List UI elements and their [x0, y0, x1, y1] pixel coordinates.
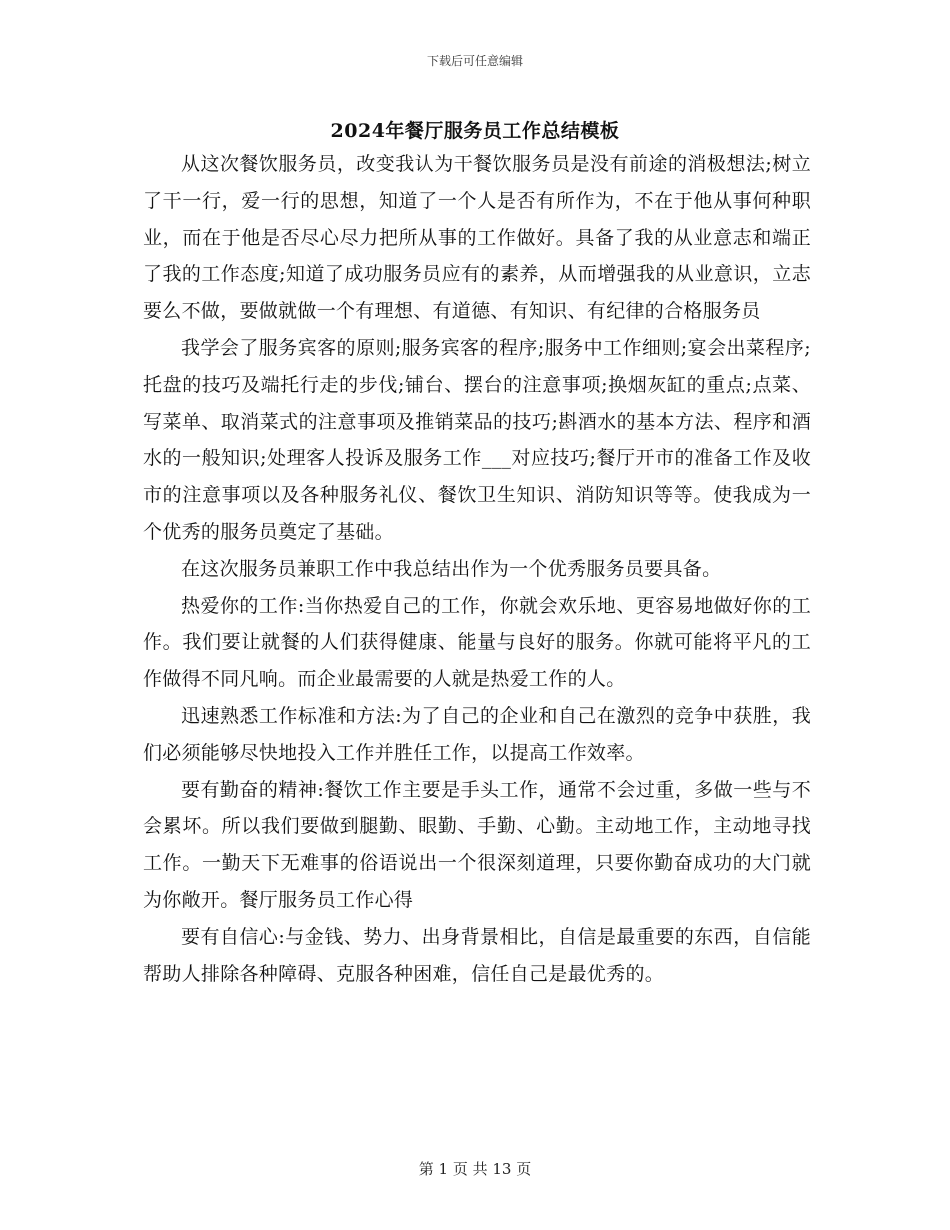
page-number: 第 1 页 共 13 页 — [418, 1160, 532, 1178]
document-title: 2024年餐厅服务员工作总结模板 — [330, 120, 620, 142]
paragraph-2: 我学会了服务宾客的原则;服务宾客的程序;服务中工作细则;宴会出菜程序;托盘的技巧及端托行走的步伐;铺台、摆台的注意事项;换烟灰缸的重点;点菜、写菜单、取消菜式的注意事项及推销菜品的技巧;斟酒水的基本方法、程序和酒水的一般知识;处理客人投诉及服务工作___对应技巧;餐厅开市的准备工作及收市的注意事项以及各种服务礼仪、餐饮卫生知识、消防知识等等。使我成为一个优秀的服务员奠定了基础。 — [143, 336, 811, 543]
document-body — [143, 146, 811, 992]
paragraph-7: 要有自信心:与金钱、势力、出身背景相比，自信是最重要的东西，自信能帮助人排除各种障碍、克服各种困难，信任自己是最优秀的。 — [143, 925, 811, 985]
paragraph-5: 迅速熟悉工作标准和方法:为了自己的企业和自己在激烈的竞争中获胜，我们必须能够尽快地投入工作并胜任工作，以提高工作效率。 — [143, 704, 811, 764]
paragraph-1: 从这次餐饮服务员，改变我认为干餐饮服务员是没有前途的消极想法;树立了干一行，爱一行的思想，知道了一个人是否有所作为，不在于他从事何种职业，而在于他是否尽心尽力把所从事的工作做好。具备了我的从业意志和端正了我的工作态度;知道了成功服务员应有的素养，从而增强我的从业意识，立志要么不做，要做就做一个有理想、有道德、有知识、有纪律的合格服务员 — [143, 153, 811, 323]
header-note: 下载后可任意编辑 — [426, 54, 523, 68]
paragraph-6: 要有勤奋的精神:餐饮工作主要是手头工作，通常不会过重，多做一些与不会累坏。所以我们要做到腿勤、眼勤、手勤、心勤。主动地工作，主动地寻找工作。一勤天下无难事的俗语说出一个很深刻道理，只要你勤奋成功的大门就为你敞开。餐厅服务员工作心得 — [143, 778, 811, 911]
paragraph-4: 热爱你的工作:当你热爱自己的工作，你就会欢乐地、更容易地做好你的工作。我们要让就餐的人们获得健康、能量与良好的服务。你就可能将平凡的工作做得不同凡响。而企业最需要的人就是热爱工作的人。 — [143, 594, 811, 691]
paragraph-3: 在这次服务员兼职工作中我总结出作为一个优秀服务员要具备。 — [181, 557, 722, 580]
